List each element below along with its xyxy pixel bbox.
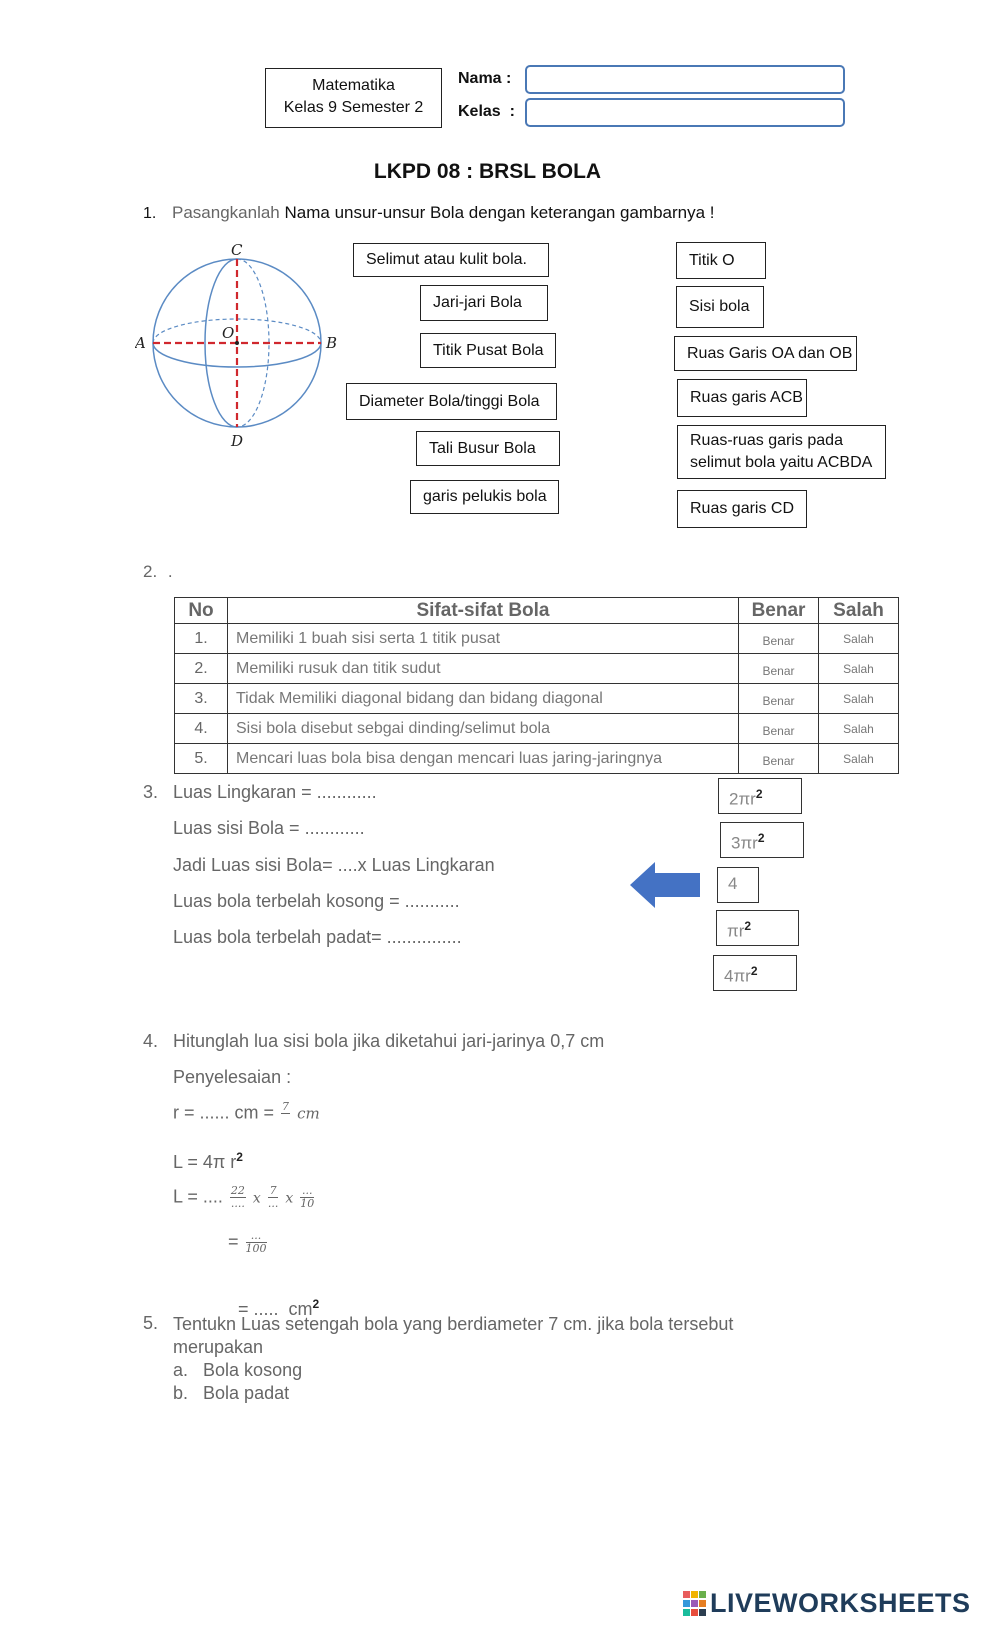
q5-option-b: b. Bola padat (173, 1383, 290, 1403)
right-item-4[interactable]: Ruas garis ACB (677, 379, 807, 417)
header-benar: Benar (739, 598, 819, 624)
q2-number-text: 2. (143, 562, 158, 581)
row-no: 3. (175, 684, 228, 714)
answer-2pir2[interactable]: $2\pi r^2$ (718, 778, 802, 814)
page-title: LKPD 08 : BRSL BOLA (373, 160, 602, 183)
salah-option[interactable]: Salah (819, 744, 899, 774)
q4-eq3: = ..... $cm^2$ (238, 1297, 320, 1319)
q4-prompt: Hitunglah lua sisi bola jika diketahui jari-jarinya 0,7 cm (173, 1031, 605, 1051)
benar-option[interactable]: Benar (739, 624, 819, 654)
q4-r-prefix: r = ...... cm = (173, 1102, 275, 1123)
table-row (175, 714, 899, 744)
salah-option[interactable]: Salah (819, 654, 899, 684)
q1-prompt-gray: Pasangkanlah (172, 203, 280, 222)
row-text: Memiliki rusuk dan titik sudut (228, 654, 739, 684)
row-text: Sisi bola disebut sebgai dinding/selimut bola (228, 714, 739, 744)
sphere-diagram (135, 240, 345, 455)
q2-dot: . (167, 562, 173, 581)
q3-line-2: Luas sisi Bola = ............ (173, 818, 365, 838)
q3-line-5: Luas bola terbelah padat= ............... (173, 927, 462, 947)
liveworksheets-logo (683, 1588, 971, 1619)
left-item-5[interactable]: Tali Busur Bola (416, 431, 560, 466)
arrow-left-icon (630, 862, 702, 908)
salah-option[interactable]: Salah (819, 624, 899, 654)
header-salah: Salah (819, 598, 899, 624)
q5-prompt: Tentukn Luas setengah bola yang berdiameter 7 cm. jika bola tersebut merupakan (173, 1314, 734, 1357)
table-row (175, 744, 899, 774)
right-item-3[interactable]: Ruas Garis OA dan OB (674, 336, 857, 371)
table-row (175, 624, 899, 654)
q4-frac-3: $\frac{...}{10}$ (300, 1184, 315, 1210)
answer-4pir2[interactable]: $4\pi r^2$ (713, 955, 797, 991)
q4-frac-4: $\frac{...}{100}$ (245, 1229, 267, 1255)
q4-r-fraction: 7 (282, 1100, 290, 1113)
row-text: Memiliki 1 buah sisi serta 1 titik pusat (228, 624, 739, 654)
name-input[interactable] (525, 65, 845, 94)
sphere-center-point (235, 341, 239, 345)
sifat-bola-table (174, 597, 899, 774)
q4-frac-2: $\frac{7}{...}$ (267, 1184, 279, 1210)
class-input[interactable] (525, 98, 845, 127)
q3-line-1: Luas Lingkaran = ............ (173, 782, 377, 802)
liveworksheets-logo-icon (683, 1591, 707, 1617)
table-row (175, 654, 899, 684)
table-header-row (175, 598, 899, 624)
q2-number (143, 562, 173, 582)
class-label: Kelas : (458, 103, 515, 120)
q4-r-line (173, 1101, 320, 1126)
left-item-2[interactable]: Jari-jari Bola (420, 285, 548, 321)
q4-number: 4. (143, 1031, 159, 1051)
q3-line-3: Jadi Luas sisi Bola= ....x Luas Lingkaran (173, 855, 495, 875)
salah-option[interactable]: Salah (819, 684, 899, 714)
row-text: Tidak Memiliki diagonal bidang dan bidang diagonal (228, 684, 739, 714)
label-o: O (222, 324, 235, 342)
header-no: No (175, 598, 228, 624)
table-row (175, 684, 899, 714)
row-text: Mencari luas bola bisa dengan mencari luas jaring-jaringnya (228, 744, 739, 774)
row-no: 1. (175, 624, 228, 654)
q3-line-4: Luas bola terbelah kosong = ........... (173, 891, 460, 911)
name-label: Nama : (458, 70, 512, 87)
label-d: D (231, 432, 244, 450)
q5-option-a: a. Bola kosong (173, 1360, 303, 1380)
benar-option[interactable]: Benar (739, 684, 819, 714)
benar-option[interactable]: Benar (739, 714, 819, 744)
row-no: 2. (175, 654, 228, 684)
answer-4[interactable]: 4 (717, 867, 759, 903)
right-item-5[interactable]: Ruas-ruas garis pada selimut bola yaitu ACBDA (677, 425, 886, 479)
liveworksheets-brand: LIVEWORKSHEETS (710, 1588, 971, 1618)
row-no: 5. (175, 744, 228, 774)
right-item-2[interactable]: Sisi bola (676, 286, 764, 328)
left-item-1[interactable]: Selimut atau kulit bola. (353, 243, 549, 277)
q3-number: 3. (143, 782, 159, 802)
header-sifat: Sifat-sifat Bola (228, 598, 739, 624)
benar-option[interactable]: Benar (739, 654, 819, 684)
row-no: 4. (175, 714, 228, 744)
label-c: C (231, 241, 243, 259)
salah-option[interactable]: Salah (819, 714, 899, 744)
q4-eq2: = $\frac{...}{100}$ (228, 1229, 267, 1255)
class-semester-text: Kelas 9 Semester 2 (283, 99, 424, 116)
q4-r-unit: cm (297, 1104, 320, 1123)
answer-3pir2[interactable]: $3\pi r^2$ (720, 822, 804, 858)
left-item-4[interactable]: Diameter Bola/tinggi Bola (346, 383, 557, 420)
q1-prompt-rest: Nama unsur-unsur Bola dengan keterangan gambarnya ! (284, 203, 715, 222)
q4-solution-label: Penyelesaian : (173, 1067, 292, 1087)
label-a: A (135, 334, 146, 352)
right-item-1[interactable]: Titik O (676, 242, 766, 279)
q1-number: 1. (143, 205, 157, 222)
q1-prompt (172, 203, 715, 223)
subject-text: Matematika (312, 77, 395, 94)
benar-option[interactable]: Benar (739, 744, 819, 774)
left-item-6[interactable]: garis pelukis bola (410, 480, 559, 514)
right-item-6[interactable]: Ruas garis CD (677, 490, 807, 528)
label-b: B (326, 334, 338, 352)
subject-box (265, 68, 442, 128)
answer-pir2[interactable]: $\pi r^2$ (716, 910, 799, 946)
q5-number: 5. (143, 1313, 159, 1333)
left-item-3[interactable]: Titik Pusat Bola (420, 333, 556, 368)
q4-l-formula: L = 4π $r^2$ (173, 1150, 243, 1172)
q4-l-line: L = .... $\frac{22}{....}$ x $\frac{7}{...}$ x $\frac{...}{10}$ (173, 1184, 315, 1210)
q4-frac-1: $\frac{22}{....}$ (230, 1184, 245, 1210)
